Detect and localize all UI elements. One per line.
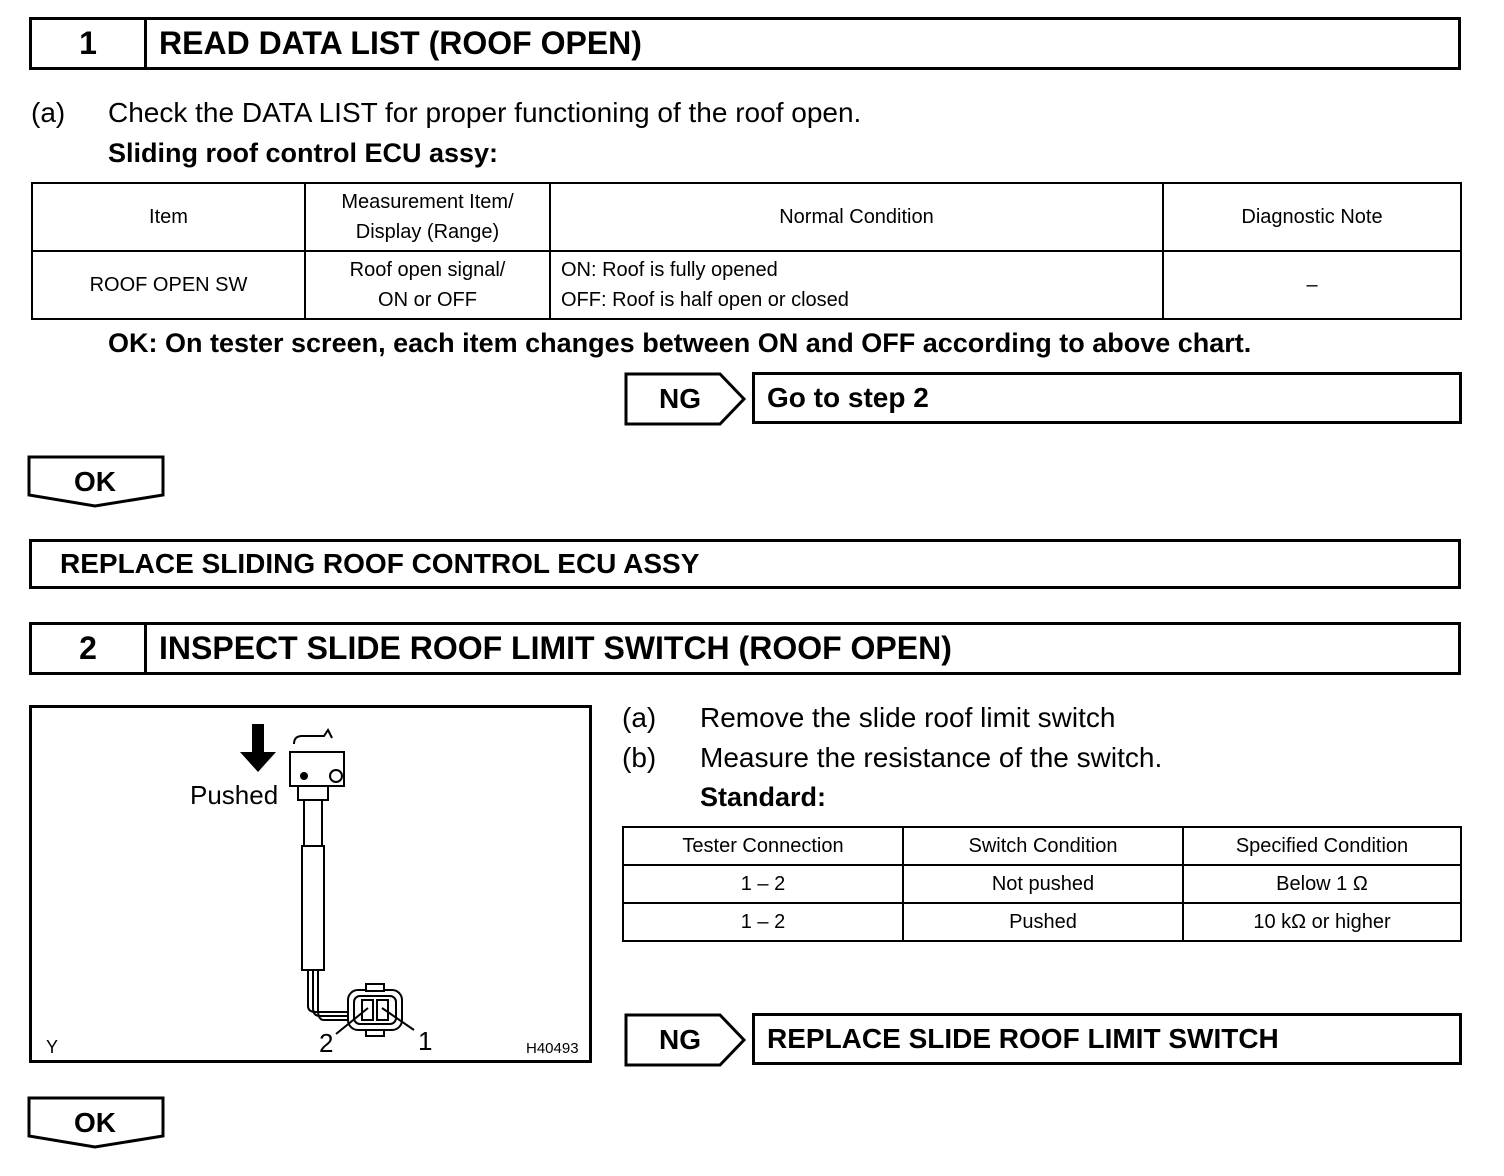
ng-label-step1: NG [659,383,701,414]
ng-label-step2: NG [659,1024,701,1055]
pin-2-label: 2 [319,1028,334,1058]
standard-label: Standard: [700,782,827,812]
step1-number: 1 [32,20,147,67]
cable-icon [302,800,350,1020]
step2-b-marker: (b) [622,742,657,773]
cell-normal-line1: ON: Roof is fully opened [561,259,778,281]
ng-target-step2: REPLACE SLIDE ROOF LIMIT SWITCH [752,1013,1462,1065]
step2-header [29,622,1461,675]
header-measurement [305,183,550,251]
switch-body-icon [290,730,344,800]
header-normal-condition: Normal Condition [550,183,1163,251]
ok-arrow-step2[interactable] [27,1096,167,1150]
ok-label-step2: OK [74,1107,116,1138]
cell-connection: 1 – 2 [623,903,903,941]
cell-diagnostic-note: – [1163,251,1461,319]
data-list-table [31,182,1462,320]
header-item: Item [32,183,305,251]
cell-condition: Pushed [903,903,1183,941]
step1-instruction-marker: (a) [31,97,66,128]
cell-connection: 1 – 2 [623,865,903,903]
cell-item: ROOF OPEN SW [32,251,305,319]
table-row [32,251,1461,319]
ok-label-step1: OK [74,466,116,497]
figure-code-label: H40493 [526,1040,579,1057]
table-row [623,903,1461,941]
resistance-table [622,826,1462,942]
ng-target-step1: Go to step 2 [752,372,1462,424]
step2-a-text: Remove the slide roof limit switch [700,702,1116,733]
figure-corner-label: Y [46,1037,59,1057]
step2-b-text: Measure the resistance of the switch. [700,742,1163,773]
step2-number: 2 [32,625,147,672]
cell-specified: Below 1 Ω [1183,865,1461,903]
step1-title: READ DATA LIST (ROOF OPEN) [159,25,642,61]
table-header-row [623,827,1461,865]
table-header-row [32,183,1461,251]
replace-ecu-box: REPLACE SLIDING ROOF CONTROL ECU ASSY [29,539,1461,589]
header-tester-connection: Tester Connection [623,827,903,865]
step2-title: INSPECT SLIDE ROOF LIMIT SWITCH (ROOF OPEN) [159,630,952,666]
header-diagnostic-note: Diagnostic Note [1163,183,1461,251]
step1-header [29,17,1461,70]
cell-normal-line2: OFF: Roof is half open or closed [561,289,849,311]
pushed-label: Pushed [190,780,279,810]
pin-1-label: 1 [418,1026,433,1056]
header-switch-condition: Switch Condition [903,827,1183,865]
cell-specified: 10 kΩ or higher [1183,903,1461,941]
step2-a-marker: (a) [622,702,657,733]
cell-measurement [305,251,550,319]
table-row [623,865,1461,903]
ng-arrow-step1[interactable] [624,372,748,426]
header-specified-condition: Specified Condition [1183,827,1461,865]
step1-ok-criteria: OK: On tester screen, each item changes between ON and OFF according to above chart. [108,328,1252,358]
cell-measurement-line2: ON or OFF [378,289,477,311]
cell-normal-condition [550,251,1163,319]
header-measurement-line1: Measurement Item/ [341,191,514,213]
step1-subheading: Sliding roof control ECU assy: [108,138,499,168]
connector-icon [336,984,414,1036]
limit-switch-figure [29,705,592,1063]
limit-switch-illustration [32,708,589,1060]
cell-measurement-line1: Roof open signal/ [349,259,506,281]
ng-arrow-step2[interactable] [624,1013,748,1067]
cell-condition: Not pushed [903,865,1183,903]
push-arrow-icon [240,724,276,772]
ok-arrow-step1[interactable] [27,455,167,509]
header-measurement-line2: Display (Range) [355,221,500,243]
step1-instruction: Check the DATA LIST for proper functioning of the roof open. [108,97,862,128]
